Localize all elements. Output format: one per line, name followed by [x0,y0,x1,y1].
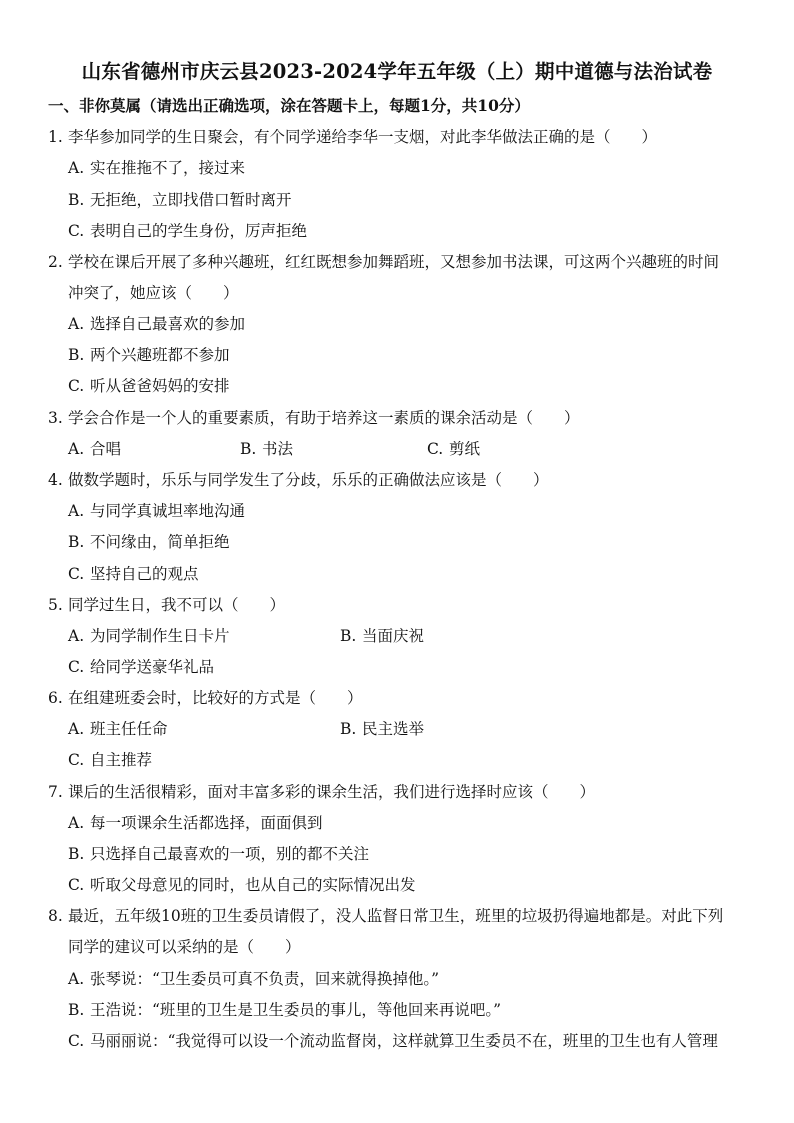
question-text: 课后的生活很精彩，面对丰富多彩的课余生活，我们进行选择时应该（ ） [68,783,596,801]
option-8c: C. 马丽丽说：“我觉得可以设一个流动监督岗，这样就算卫生委员不在，班里的卫生也有人管理 [68,1032,718,1050]
option-4b: B. 不问缘由，简单拒绝 [68,533,230,551]
option-6c: C. 自主推荐 [68,751,153,769]
option-5c: C. 给同学送豪华礼品 [68,658,215,676]
question-number: 8. [48,907,63,925]
question-8 [48,906,723,926]
option-1b: B. 无拒绝，立即找借口暂时离开 [68,191,292,209]
question-4 [48,470,549,490]
question-number: 5. [48,596,63,614]
question-1 [48,127,657,147]
option-7c: C. 听取父母意见的同时，也从自己的实际情况出发 [68,876,416,894]
question-number: 7. [48,783,63,801]
option-6b: B. 民主选举 [340,720,425,738]
question-2-continued: 冲突了，她应该（ ） [68,284,239,302]
question-text: 学校在课后开展了多种兴趣班，红红既想参加舞蹈班，又想参加书法课，可这两个兴趣班的时间 [68,253,720,271]
section-heading: 一、非你莫属（请选出正确选项，涂在答题卡上，每题1分，共10分） [48,96,530,115]
question-5 [48,595,285,615]
question-number: 1. [48,128,63,146]
option-2a: A. 选择自己最喜欢的参加 [68,315,246,333]
option-3c: C. 剪纸 [427,440,481,458]
question-text: 同学过生日，我不可以（ ） [68,596,286,614]
question-number: 4. [48,471,63,489]
question-text: 李华参加同学的生日聚会，有个同学递给李华一支烟，对此李华做法正确的是（ ） [68,128,658,146]
question-3 [48,408,580,428]
option-1c: C. 表明自己的学生身份，厉声拒绝 [68,222,308,240]
page-title: 山东省德州市庆云县2023-2024学年五年级（上）期中道德与法治试卷 [81,60,713,83]
option-5a: A. 为同学制作生日卡片 [68,627,230,645]
question-number: 6. [48,689,63,707]
option-2b: B. 两个兴趣班都不参加 [68,346,230,364]
option-8a: A. 张琴说：“卫生委员可真不负责，回来就得换掉他。” [68,970,440,988]
question-text: 最近，五年级10班的卫生委员请假了，没人监督日常卫生，班里的垃圾扔得遍地都是。对此下列 [68,907,724,925]
option-7a: A. 每一项课余生活都选择，面面俱到 [68,814,323,832]
question-6 [48,688,363,708]
question-text: 做数学题时，乐乐与同学发生了分歧，乐乐的正确做法应该是（ ） [68,471,549,489]
option-4c: C. 坚持自己的观点 [68,565,199,583]
question-2 [48,252,719,272]
question-7 [48,782,595,802]
option-3b: B. 书法 [240,440,294,458]
option-3a: A. 合唱 [68,440,122,458]
question-8-continued: 同学的建议可以采纳的是（ ） [68,938,301,956]
option-7b: B. 只选择自己最喜欢的一项，别的都不关注 [68,845,370,863]
question-number: 2. [48,253,63,271]
question-text: 在组建班委会时，比较好的方式是（ ） [68,689,363,707]
option-2c: C. 听从爸爸妈妈的安排 [68,377,230,395]
question-number: 3. [48,409,63,427]
option-8b: B. 王浩说：“班里的卫生是卫生委员的事儿，等他回来再说吧。” [68,1001,502,1019]
option-4a: A. 与同学真诚坦率地沟通 [68,502,246,520]
option-5b: B. 当面庆祝 [340,627,425,645]
option-1a: A. 实在推拖不了，接过来 [68,159,246,177]
option-6a: A. 班主任任命 [68,720,168,738]
question-text: 学会合作是一个人的重要素质，有助于培养这一素质的课余活动是（ ） [68,409,580,427]
